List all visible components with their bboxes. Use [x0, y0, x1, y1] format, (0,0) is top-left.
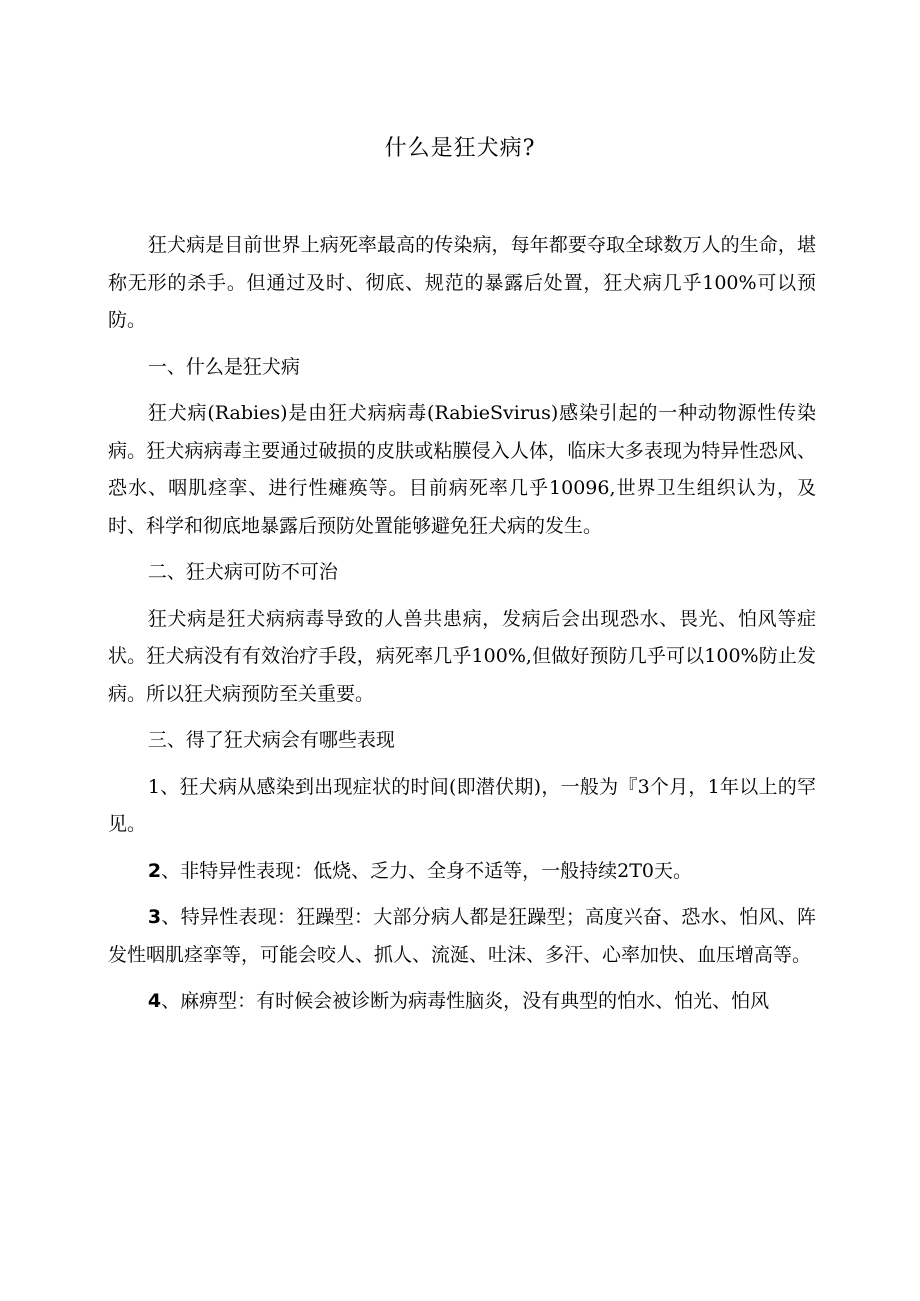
symptom-item-4: [108, 983, 816, 1021]
symptom-item-2-number: 2: [147, 859, 162, 882]
intro-paragraph: 狂犬病是目前世界上病死率最高的传染病，每年都要夺取全球数万人的生命，堪称无形的杀手。但通过及时、彻底、规范的暴露后处置，狂犬病几乎100%可以预防。: [108, 234, 816, 331]
section-1-paragraph: 狂犬病(Rabies)是由狂犬病病毒(RabieSvirus)感染引起的一种动物源性传染病。狂犬病病毒主要通过破损的皮肤或粘膜侵入人体，临床大多表现为特异性恐风、恐水、咽肌痉挛、进行性瘫痪等。目前病死率几乎10096,世界卫生组织认为，及时、科学和彻底地暴露后预防处置能够避免狂犬病的发生。: [108, 402, 816, 537]
document-body: [108, 227, 816, 1021]
section-heading-2: 二、狂犬病可防不可治: [147, 561, 338, 583]
page-title: 什么是狂犬病?: [384, 136, 536, 161]
symptom-item-3-number: 3: [147, 906, 162, 928]
symptom-item-1: 1、狂犬病从感染到出现症状的时间(即潜伏期)，一般为『3个月，1年以上的罕见。: [108, 775, 816, 835]
symptom-item-3: [108, 899, 816, 974]
symptom-item-2: [108, 853, 816, 891]
symptom-item-4-text: 、麻痹型：有时候会被诊断为病毒性脑炎，没有典型的怕水、怕光、怕风: [161, 990, 770, 1012]
section-2-paragraph: 狂犬病是狂犬病病毒导致的人兽共患病，发病后会出现恐水、畏光、怕风等症状。狂犬病没有有效治疗手段，病死率几乎100%,但做好预防几乎可以100%防止发病。所以狂犬病预防至关重要。: [108, 607, 816, 705]
symptom-item-3-text: 、特异性表现：狂躁型：大部分病人都是狂躁型；高度兴奋、恐水、怕风、阵发性咽肌痉挛等，可能会咬人、抓人、流涎、吐沫、多汗、心率加快、血压增高等。: [108, 906, 816, 966]
section-heading-1: 一、什么是狂犬病: [147, 355, 300, 378]
symptom-item-2-text: 、非特异性表现：低烧、乏力、全身不适等，一般持续2T0天。: [161, 859, 692, 882]
section-heading-3: 三、得了狂犬病会有哪些表现: [147, 729, 395, 751]
symptom-item-4-number: 4: [147, 990, 162, 1012]
